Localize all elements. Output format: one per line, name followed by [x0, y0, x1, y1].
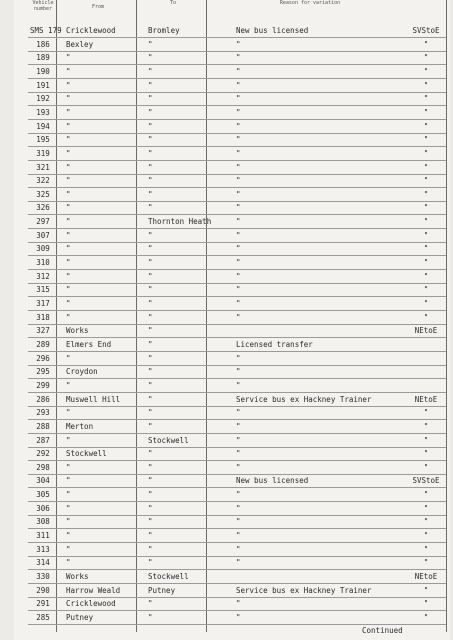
destination-cell: " — [423, 490, 429, 500]
table-row — [18, 161, 448, 175]
to-cell: " — [148, 476, 153, 486]
from-cell: " — [66, 299, 71, 308]
vehicle-number-cell: 193 — [36, 107, 50, 117]
reason-cell: " — [236, 39, 241, 49]
reason-cell: " — [236, 312, 241, 322]
to-cell: Thornton Heath — [148, 217, 212, 227]
to-cell: Putney — [148, 585, 176, 595]
table-row — [18, 502, 448, 516]
reason-cell: " — [236, 162, 241, 172]
reason-cell: New bus licensed — [236, 476, 309, 486]
table-row — [18, 242, 448, 256]
to-cell: Bromley — [148, 26, 180, 35]
table-row — [18, 24, 448, 38]
from-cell: " — [66, 94, 71, 104]
to-cell: " — [148, 148, 153, 158]
vehicle-number-cell: 190 — [36, 66, 50, 76]
table-row — [18, 283, 448, 297]
destination-cell: SVStoE — [412, 476, 440, 486]
destination-cell: " — [423, 258, 429, 268]
destination-cell: " — [423, 230, 429, 240]
to-cell: " — [148, 408, 153, 418]
table-row — [18, 584, 448, 598]
reason-cell: New bus licensed — [236, 26, 309, 35]
to-cell: " — [148, 353, 153, 363]
destination-cell: " — [423, 558, 429, 568]
table-row — [18, 188, 448, 202]
from-cell: " — [66, 162, 71, 172]
table-row — [18, 147, 448, 161]
reason-cell: " — [236, 217, 241, 227]
to-cell: " — [148, 531, 153, 541]
table-row — [18, 365, 448, 379]
vehicle-number-cell: 308 — [36, 517, 50, 527]
vehicle-number-cell: 292 — [36, 449, 50, 459]
table-row — [18, 229, 448, 243]
vehicle-number-cell: 186 — [36, 39, 50, 49]
to-cell: " — [148, 312, 153, 322]
destination-cell: " — [423, 39, 429, 49]
from-cell: " — [66, 258, 71, 268]
destination-cell: " — [423, 148, 429, 158]
reason-cell: Service bus ex Hackney Trainer — [236, 585, 372, 595]
reason-cell: " — [236, 94, 241, 104]
destination-cell: " — [423, 80, 429, 90]
vehicle-number-cell: 287 — [36, 435, 50, 445]
from-cell: Stockwell — [66, 449, 107, 459]
to-cell: " — [148, 162, 153, 172]
table-row — [18, 215, 448, 229]
reason-cell: " — [236, 271, 241, 281]
destination-cell: " — [423, 599, 429, 609]
header-from: From — [91, 4, 105, 10]
to-cell: " — [148, 299, 153, 308]
destination-cell: " — [423, 203, 429, 213]
table-row — [18, 420, 448, 434]
reason-cell: " — [236, 189, 241, 199]
table-row — [18, 447, 448, 461]
to-cell: " — [148, 558, 153, 568]
table-row — [18, 65, 448, 79]
to-cell: " — [148, 544, 153, 554]
from-cell: Bexley — [66, 39, 94, 49]
vehicle-number-cell: 314 — [36, 558, 50, 568]
table-row — [18, 297, 448, 311]
reason-cell: " — [236, 121, 241, 131]
vehicle-number-cell: 305 — [36, 490, 50, 500]
destination-cell: " — [423, 107, 429, 117]
destination-cell: " — [423, 462, 429, 472]
to-cell: " — [148, 39, 153, 49]
reason-cell: " — [236, 258, 241, 268]
reason-cell: " — [236, 544, 241, 554]
destination-cell: " — [423, 271, 429, 281]
destination-cell: " — [423, 162, 429, 172]
vehicle-number-cell: 295 — [36, 367, 50, 377]
destination-cell: " — [423, 612, 429, 622]
destination-cell: " — [423, 517, 429, 527]
to-cell: " — [148, 394, 153, 404]
to-cell: " — [148, 189, 153, 199]
vehicle-number-cell: 189 — [36, 53, 50, 63]
reason-cell: " — [236, 353, 241, 363]
reason-cell: " — [236, 53, 241, 63]
table-row — [18, 406, 448, 420]
to-cell: " — [148, 53, 153, 63]
from-cell: " — [66, 531, 71, 541]
from-cell: " — [66, 148, 71, 158]
table-row — [18, 529, 448, 543]
destination-cell: " — [423, 135, 429, 145]
destination-cell: " — [423, 53, 429, 63]
table-row — [18, 434, 448, 448]
reason-cell: " — [236, 612, 241, 622]
table-row — [18, 201, 448, 215]
table-row — [18, 174, 448, 188]
to-cell: " — [148, 421, 153, 431]
destination-cell: " — [423, 408, 429, 418]
from-cell: " — [66, 203, 71, 213]
table-row — [18, 352, 448, 366]
vehicle-number-cell: 285 — [36, 612, 50, 622]
vehicle-number-cell: 330 — [36, 572, 50, 581]
destination-cell: " — [423, 189, 429, 199]
destination-cell: " — [423, 544, 429, 554]
from-cell: " — [66, 408, 71, 418]
from-cell: " — [66, 217, 71, 227]
destination-cell: " — [423, 585, 429, 595]
vehicle-number-cell: 315 — [36, 285, 50, 295]
table-row — [18, 379, 448, 393]
destination-cell: " — [423, 531, 429, 541]
destination-cell: " — [423, 421, 429, 431]
from-cell: " — [66, 476, 71, 486]
continued-note: Continued — [362, 626, 403, 635]
destination-cell: " — [423, 312, 429, 322]
destination-cell: " — [423, 285, 429, 295]
table-row — [18, 51, 448, 65]
from-cell: " — [66, 53, 71, 63]
reason-cell: " — [236, 135, 241, 145]
vehicle-number-cell: 317 — [36, 299, 50, 308]
reason-cell: " — [236, 244, 241, 254]
reason-cell: " — [236, 285, 241, 295]
vehicle-number-cell: 310 — [36, 258, 50, 268]
destination-cell: " — [423, 449, 429, 459]
to-cell: " — [148, 203, 153, 213]
to-cell: Stockwell — [148, 435, 189, 445]
destination-cell: NEtoE — [414, 394, 438, 404]
table-row — [18, 79, 448, 93]
from-cell: Harrow Weald — [66, 585, 121, 595]
from-cell: " — [66, 544, 71, 554]
reason-cell: " — [236, 490, 241, 500]
from-cell: " — [66, 462, 71, 472]
from-cell: " — [66, 135, 71, 145]
from-cell: " — [66, 107, 71, 117]
vehicle-number-cell: 191 — [36, 80, 50, 90]
destination-cell: " — [423, 94, 429, 104]
table-row — [18, 133, 448, 147]
reason-cell: " — [236, 148, 241, 158]
vehicle-number-cell: 326 — [36, 203, 50, 213]
to-cell: " — [148, 121, 153, 131]
vehicle-number-cell: 293 — [36, 408, 50, 418]
from-cell: " — [66, 176, 71, 186]
table-row — [18, 556, 448, 570]
from-cell: " — [66, 353, 71, 363]
from-cell: " — [66, 490, 71, 500]
vehicle-number-cell: 321 — [36, 162, 50, 172]
reason-cell: " — [236, 435, 241, 445]
reason-cell: " — [236, 517, 241, 527]
vehicle-number-cell: 307 — [36, 230, 50, 240]
to-cell: " — [148, 612, 153, 622]
reason-cell: " — [236, 531, 241, 541]
from-cell: " — [66, 558, 71, 568]
table-row — [18, 256, 448, 270]
table-row — [18, 270, 448, 284]
vehicle-number-cell: 290 — [36, 585, 50, 595]
to-cell: " — [148, 94, 153, 104]
vehicle-number-cell: 318 — [36, 312, 50, 322]
vehicle-number-cell: 298 — [36, 462, 50, 472]
destination-cell: " — [423, 503, 429, 513]
reason-cell: Service bus ex Hackney Trainer — [236, 394, 372, 404]
to-cell: " — [148, 517, 153, 527]
from-cell: " — [66, 230, 71, 240]
reason-cell: " — [236, 299, 241, 308]
from-cell: " — [66, 380, 71, 390]
from-cell: " — [66, 312, 71, 322]
reason-cell: " — [236, 367, 241, 377]
vehicle-number-cell: 297 — [36, 217, 50, 227]
to-cell: " — [148, 326, 153, 336]
destination-cell: " — [423, 176, 429, 186]
to-cell: " — [148, 80, 153, 90]
from-cell: " — [66, 121, 71, 131]
to-cell: " — [148, 285, 153, 295]
from-cell: Putney — [66, 612, 94, 622]
to-cell: " — [148, 339, 153, 349]
to-cell: " — [148, 380, 153, 390]
table-row — [18, 488, 448, 502]
vehicle-number-cell: 311 — [36, 531, 50, 541]
table-row — [18, 570, 448, 584]
vehicle-number-cell: 309 — [36, 244, 50, 254]
destination-cell: " — [423, 66, 429, 76]
table-row — [18, 38, 448, 52]
to-cell: " — [148, 462, 153, 472]
vehicle-number-cell: 195 — [36, 135, 50, 145]
destination-cell: " — [423, 299, 429, 308]
to-cell: " — [148, 449, 153, 459]
table-row — [18, 311, 448, 325]
to-cell: " — [148, 271, 153, 281]
to-cell: " — [148, 66, 153, 76]
table-row — [18, 338, 448, 352]
vehicle-number-cell: 306 — [36, 503, 50, 513]
to-cell: " — [148, 258, 153, 268]
destination-cell: NEtoE — [414, 326, 438, 336]
from-cell: " — [66, 271, 71, 281]
table-row — [18, 543, 448, 557]
destination-cell: SVStoE — [412, 26, 440, 35]
vehicle-number-cell: 319 — [36, 148, 50, 158]
reason-cell: " — [236, 107, 241, 117]
reason-cell: " — [236, 599, 241, 609]
from-cell: Elmers End — [66, 339, 112, 349]
destination-cell: " — [423, 217, 429, 227]
reason-cell: " — [236, 380, 241, 390]
destination-cell: " — [423, 244, 429, 254]
table-row — [18, 597, 448, 611]
vehicle-number-cell: SMS 179 — [30, 26, 62, 35]
table-row — [18, 92, 448, 106]
vehicle-number-cell: 327 — [36, 326, 50, 336]
vehicle-number-cell: 192 — [36, 94, 50, 104]
from-cell: " — [66, 435, 71, 445]
table-row — [18, 324, 448, 338]
from-cell: " — [66, 80, 71, 90]
to-cell: " — [148, 135, 153, 145]
reason-cell: " — [236, 203, 241, 213]
to-cell: " — [148, 490, 153, 500]
from-cell: Works — [66, 572, 89, 581]
reason-cell: " — [236, 503, 241, 513]
from-cell: Merton — [66, 421, 94, 431]
to-cell: Stockwell — [148, 572, 189, 581]
header-reason: Reason for variation — [279, 0, 341, 6]
vehicle-number-cell: 322 — [36, 176, 50, 186]
to-cell: " — [148, 107, 153, 117]
table-row — [18, 106, 448, 120]
destination-cell: NEtoE — [414, 572, 438, 581]
from-cell: Works — [66, 326, 89, 336]
reason-cell: " — [236, 449, 241, 459]
from-cell: Cricklewood — [66, 599, 116, 609]
vehicle-number-cell: 304 — [36, 476, 50, 486]
vehicle-number-cell: 312 — [36, 271, 50, 281]
table-row — [18, 393, 448, 407]
reason-cell: " — [236, 176, 241, 186]
from-cell: " — [66, 517, 71, 527]
header-vehicle-number: Vehicle number — [32, 0, 54, 12]
reason-cell: " — [236, 421, 241, 431]
vehicle-number-cell: 286 — [36, 394, 50, 404]
from-cell: " — [66, 66, 71, 76]
reason-cell: Licensed transfer — [236, 339, 313, 349]
from-cell: " — [66, 503, 71, 513]
vehicle-number-cell: 296 — [36, 353, 50, 363]
vehicle-number-cell: 313 — [36, 544, 50, 554]
to-cell: " — [148, 176, 153, 186]
from-cell: " — [66, 244, 71, 254]
from-cell: " — [66, 285, 71, 295]
to-cell: " — [148, 230, 153, 240]
table-row — [18, 461, 448, 475]
vehicle-number-cell: 194 — [36, 121, 50, 131]
reason-cell: " — [236, 408, 241, 418]
reason-cell: " — [236, 80, 241, 90]
table-row — [18, 515, 448, 529]
vehicle-number-cell: 325 — [36, 189, 50, 199]
from-cell: " — [66, 189, 71, 199]
destination-cell: " — [423, 435, 429, 445]
to-cell: " — [148, 599, 153, 609]
reason-cell: " — [236, 66, 241, 76]
table-row — [18, 474, 448, 488]
from-cell: Croydon — [66, 367, 98, 377]
from-cell: Muswell Hill — [66, 394, 121, 404]
vehicle-number-cell: 299 — [36, 380, 50, 390]
destination-cell: " — [423, 121, 429, 131]
header-to: To — [169, 0, 177, 6]
from-cell: Cricklewood — [66, 26, 116, 35]
to-cell: " — [148, 503, 153, 513]
table-row — [18, 611, 448, 625]
reason-cell: " — [236, 558, 241, 568]
vehicle-number-cell: 291 — [36, 599, 50, 609]
vehicle-number-cell: 289 — [36, 339, 50, 349]
vehicle-number-cell: 288 — [36, 421, 50, 431]
reason-cell: " — [236, 462, 241, 472]
to-cell: " — [148, 244, 153, 254]
to-cell: " — [148, 367, 153, 377]
table-row — [18, 120, 448, 134]
reason-cell: " — [236, 230, 241, 240]
